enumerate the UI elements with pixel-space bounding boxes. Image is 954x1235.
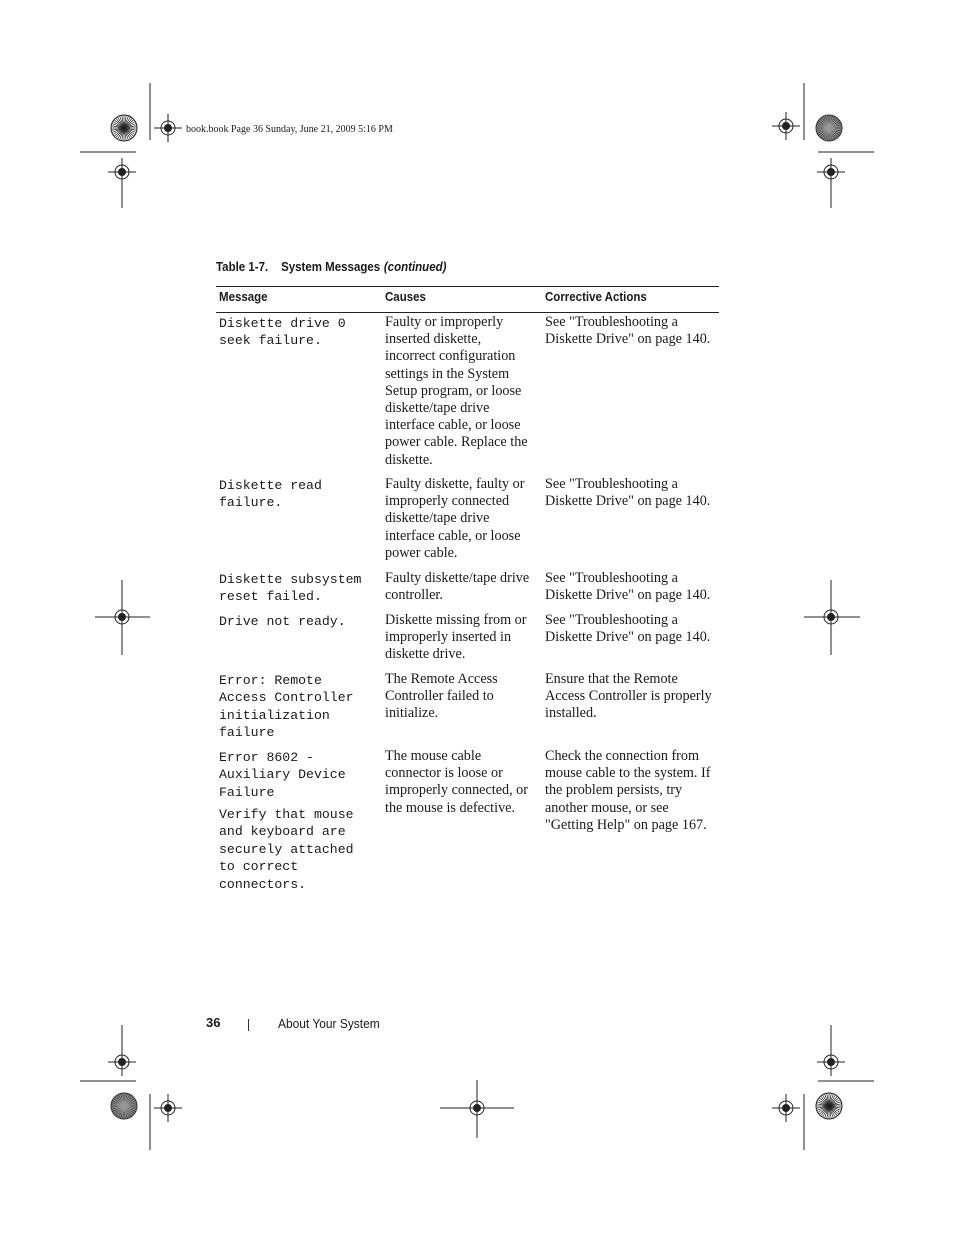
- crosshair-target-icon: [108, 1048, 136, 1076]
- row-2-message: Diskette read failure.: [219, 478, 322, 511]
- row-5-actions: Ensure that the Remote Access Controller is properly installed.: [545, 671, 712, 722]
- table-title: System Messages: [281, 260, 381, 274]
- page-number: 36: [206, 1015, 221, 1030]
- row-6-message-extra: Verify that mouse and keyboard are securely attached to correct connectors.: [219, 807, 354, 892]
- row-5-causes: The Remote Access Controller failed to initialize.: [385, 671, 498, 722]
- footer-section-title: About Your System: [278, 1016, 380, 1031]
- row-6-message: Error 8602 - Auxiliary Device Failure: [219, 750, 346, 800]
- row-2-actions: See "Troubleshooting a Diskette Drive" on page 140.: [545, 476, 711, 510]
- row-3-message: Diskette subsystem reset failed.: [219, 572, 362, 605]
- book-info-header: book.book Page 36 Sunday, June 21, 2009 5:16 PM: [186, 124, 393, 135]
- row-4-causes: Diskette missing from or improperly inserted in diskette drive.: [385, 612, 527, 663]
- row-6-actions: Check the connection from mouse cable to the system. If the problem persists, try another mouse, or see "Getting Help" on page 167.: [545, 748, 711, 833]
- table-number: Table 1-7.: [216, 260, 269, 274]
- row-4-actions: See "Troubleshooting a Diskette Drive" on page 140.: [545, 612, 711, 646]
- starburst-registration-icon: [111, 115, 137, 141]
- crosshair-target-icon: [772, 1094, 800, 1122]
- row-2-causes: Faulty diskette, faulty or improperly connected diskette/tape drive interface cable, or loose power cable.: [385, 476, 525, 561]
- footer-divider: [248, 1019, 249, 1031]
- row-5-message: Error: Remote Access Controller initialization failure: [219, 673, 354, 741]
- starburst-registration-icon: [111, 1093, 137, 1119]
- crosshair-target-icon: [154, 114, 182, 142]
- starburst-registration-icon: [816, 115, 842, 141]
- row-3-actions: See "Troubleshooting a Diskette Drive" on page 140.: [545, 570, 711, 604]
- crosshair-target-icon: [772, 112, 800, 140]
- starburst-registration-icon: [816, 1093, 842, 1119]
- row-3-causes: Faulty diskette/tape drive controller.: [385, 570, 530, 604]
- row-6-causes: The mouse cable connector is loose or improperly connected, or the mouse is defective.: [385, 748, 529, 816]
- table-caption: [216, 260, 446, 274]
- table-continued: (continued): [383, 260, 447, 274]
- crosshair-target-icon: [817, 1048, 845, 1076]
- row-4-message: Drive not ready.: [219, 614, 346, 629]
- crosshair-target-icon: [154, 1094, 182, 1122]
- row-1-actions: See "Troubleshooting a Diskette Drive" on page 140.: [545, 314, 711, 348]
- column-header-causes: Causes: [385, 290, 426, 304]
- table-top-rule: [216, 286, 719, 287]
- row-1-message: Diskette drive 0 seek failure.: [219, 316, 346, 349]
- column-header-message: Message: [219, 290, 268, 304]
- column-header-actions: Corrective Actions: [545, 290, 647, 304]
- row-1-causes: Faulty or improperly inserted diskette, incorrect configuration settings in the System Setup program, or loose diskette/tape drive interface cable, or loose power cable. Replace the diskette.: [385, 314, 528, 468]
- table-header-rule: [216, 312, 719, 313]
